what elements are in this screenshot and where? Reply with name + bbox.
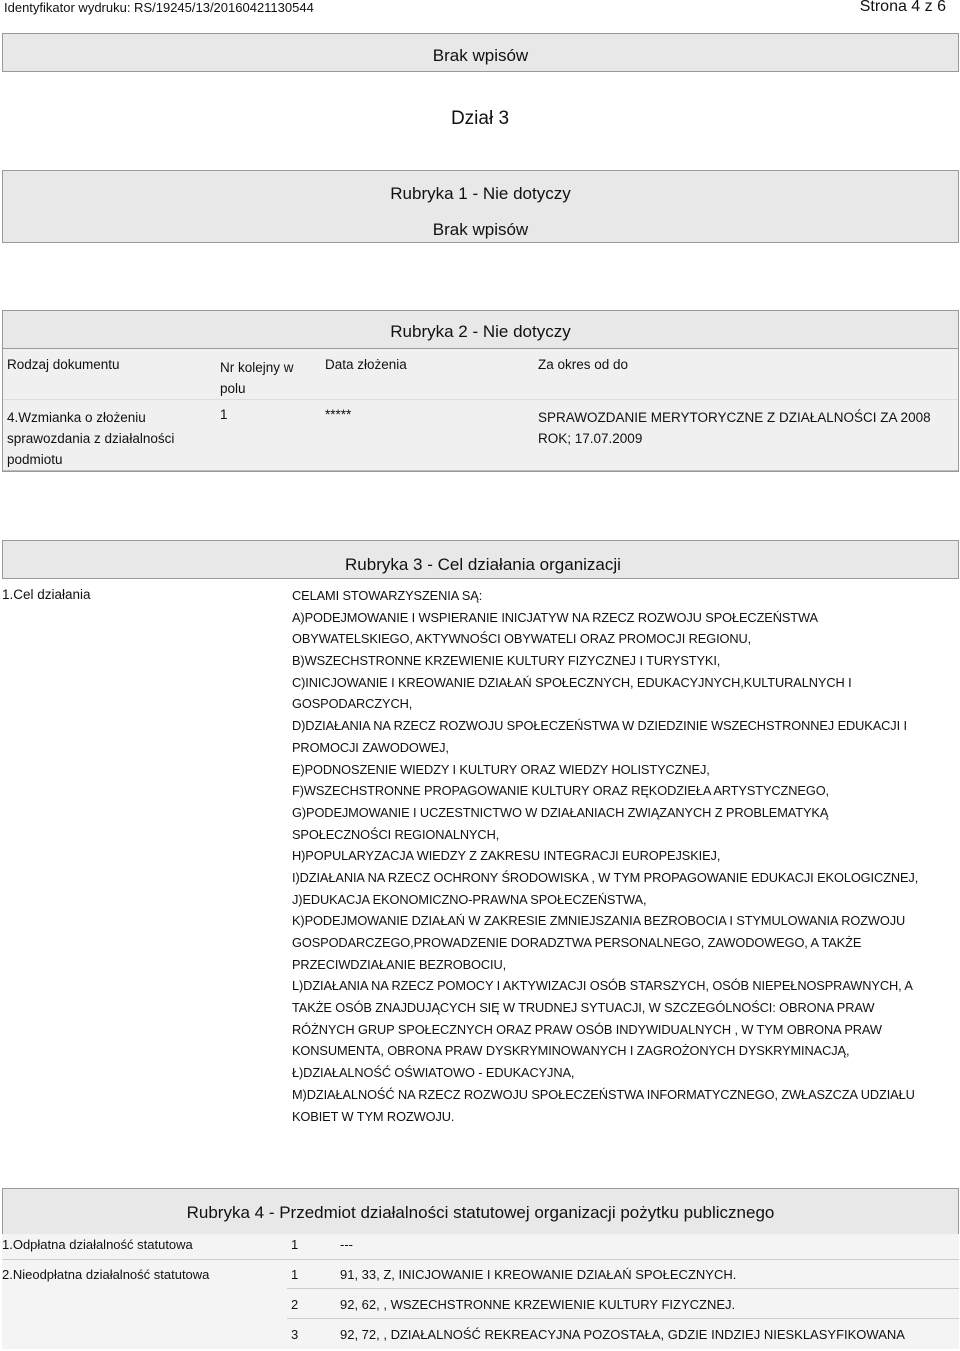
rubryka-2-title: Rubryka 2 - Nie dotyczy — [390, 322, 571, 341]
col-document-type: Rodzaj dokumentu — [7, 357, 120, 372]
purpose-text — [292, 585, 957, 1127]
purpose-line: CELAMI STOWARZYSZENIA SĄ: — [292, 588, 483, 603]
purpose-line: OBYWATELSKIEGO, AKTYWNOŚCI OBYWATELI ORAZ PROMOCJI REGIONU, — [292, 631, 752, 647]
rubryka-4-table — [2, 1234, 959, 1349]
purpose-line: L)DZIAŁANIA NA RZECZ POMOCY I AKTYWIZACJI OSÓB STARSZYCH, OSÓB NIEPEŁNOSPRAWNYCH, A — [292, 978, 913, 994]
purpose-line: H)POPULARYZACJA WIEDZY Z ZAKRESU INTEGRACJI EUROPEJSKIEJ, — [292, 848, 721, 864]
purpose-line: SPOŁECZNOŚCI REGIONALNYCH, — [292, 826, 500, 842]
purpose-line: C)INICJOWANIE I KREOWANIE DZIAŁAŃ SPOŁECZNYCH, EDUKACYJNYCH,KULTURALNYCH I — [292, 674, 852, 690]
section-title: Dział 3 — [450, 108, 510, 129]
row-divider — [3, 399, 958, 400]
row-divider — [3, 470, 958, 471]
rubryka-1-title: Rubryka 1 - Nie dotyczy — [390, 184, 571, 203]
activity-text: 91, 33, Z, INICJOWANIE I KREOWANIE DZIAŁAŃ SPOŁECZNYCH. — [340, 1267, 737, 1282]
row-period: SPRAWOZDANIE MERYTORYCZNE Z DZIAŁALNOŚCI ZA 2008 ROK; 17.07.2009 — [538, 410, 931, 446]
print-identifier: Identyfikator wydruku: RS/19245/13/20160421130544 — [4, 0, 314, 15]
purpose-line: GOSPODARCZYCH, — [292, 696, 413, 712]
purpose-line: TAKŻE OSÓB ZNAJDUJĄCYCH SIĘ W TRUDNEJ SYTUACJI, W SZCZEGÓLNOŚCI: OBRONA PRAW — [292, 1000, 875, 1016]
purpose-line: B)WSZECHSTRONNE KRZEWIENIE KULTURY FIZYCZNEJ I TURYSTYKI, — [292, 653, 721, 669]
col-sequence-number: Nr kolejny w polu — [220, 360, 294, 396]
col-period: Za okres od do — [538, 357, 629, 372]
rubryka-3-header — [2, 540, 959, 579]
activity-number: 1 — [291, 1267, 299, 1282]
activity-number: 1 — [291, 1237, 299, 1252]
activity-number: 2 — [291, 1297, 299, 1312]
purpose-line: KOBIET W TYM ROZWOJU. — [292, 1108, 455, 1124]
purpose-line: PRZECIWDZIAŁANIE BEZROBOCIU, — [292, 956, 507, 972]
print-header — [0, 0, 960, 22]
purpose-line: A)PODEJMOWANIE I WSPIERANIE INICJATYW NA RZECZ ROZWOJU SPOŁECZEŃSTWA — [292, 609, 818, 625]
row-sequence-number: 1 — [220, 407, 228, 422]
activity-number: 3 — [291, 1327, 299, 1342]
purpose-line: RÓŻNYCH GRUP SPOŁECZNYCH ORAZ PRAW OSÓB INDYWIDUALNYCH , W TYM OBRONA PRAW — [292, 1021, 882, 1037]
page-number: Strona 4 z 6 — [859, 0, 946, 15]
row-divider — [2, 1259, 959, 1260]
activity-text: 92, 72, , DZIAŁALNOŚĆ REKREACYJNA POZOSTAŁA, GDZIE INDZIEJ NIESKLASYFIKOWANA — [340, 1327, 905, 1342]
purpose-label: 1.Cel działania — [2, 587, 91, 602]
purpose-line: J)EDUKACJA EKONOMICZNO-PRAWNA SPOŁECZEŃSTWA, — [292, 891, 647, 907]
rubryka-4-header — [2, 1188, 959, 1235]
col-filing-date: Data złożenia — [325, 357, 407, 372]
rubryka-4-title: Rubryka 4 - Przedmiot działalności statutowej organizacji pożytku publicznego — [186, 1203, 775, 1222]
purpose-line: E)PODNOSZENIE WIEDZY I KULTURY ORAZ WIEDZY HOLISTYCZNEJ, — [292, 761, 710, 777]
activity-text: 92, 62, , WSZECHSTRONNE KRZEWIENIE KULTURY FIZYCZNEJ. — [340, 1297, 736, 1312]
purpose-line: Ł)DZIAŁALNOŚĆ OŚWIATOWO - EDUKACYJNA, — [292, 1065, 575, 1081]
rubryka-2-header — [2, 310, 959, 349]
purpose-line: K)PODEJMOWANIE DZIAŁAŃ W ZAKRESIE ZMNIEJSZANIA BEZROBOCIA I STYMULOWANIA ROZWOJU — [292, 913, 906, 929]
purpose-line: M)DZIAŁALNOŚĆ NA RZECZ ROZWOJU SPOŁECZEŃSTWA INFORMATYCZNEGO, ZWŁASZCZA UDZIAŁU — [292, 1086, 915, 1102]
row-divider — [287, 1318, 959, 1319]
purpose-line: GOSPODARCZEGO,PROWADZENIE DORADZTWA PERSONALNEGO, ZAWODOWEGO, A TAKŻE — [292, 935, 862, 950]
purpose-line: G)PODEJMOWANIE I UCZESTNICTWO W DZIAŁANIACH ZWIĄZANYCH Z PROBLEMATYKĄ — [292, 804, 829, 820]
rubryka-1-text: Brak wpisów — [432, 220, 529, 239]
activity-text: --- — [340, 1237, 353, 1252]
row-divider — [287, 1288, 959, 1289]
rubryka-3-title: Rubryka 3 - Cel działania organizacji — [345, 555, 621, 574]
rubryka-1-box — [2, 170, 959, 243]
activity-label: 2.Nieodpłatna działalność statutowa — [2, 1267, 210, 1282]
activity-label: 1.Odpłatna działalność statutowa — [2, 1237, 193, 1252]
purpose-line: D)DZIAŁANIA NA RZECZ ROZWOJU SPOŁECZEŃSTWA W DZIEDZINIE WSZECHSTRONNEJ EDUKACJI I — [292, 718, 907, 734]
row-document-type: 4.Wzmianka o złożeniu sprawozdania z działalności podmiotu — [7, 410, 175, 467]
purpose-line: F)WSZECHSTRONNE PROPAGOWANIE KULTURY ORAZ RĘKODZIEŁA ARTYSTYCZNEGO, — [292, 783, 830, 799]
row-filing-date: ***** — [325, 407, 352, 422]
no-entries-box — [2, 33, 959, 72]
purpose-line: I)DZIAŁANIA NA RZECZ OCHRONY ŚRODOWISKA , W TYM PROPAGOWANIE EDUKACJI EKOLOGICZNEJ, — [292, 869, 919, 885]
purpose-line: KONSUMENTA, OBRONA PRAW DYSKRYMINOWANYCH I ZAGROŻONYCH DYSKRYMINACJĄ, — [292, 1043, 850, 1059]
rubryka-2-table — [2, 348, 959, 472]
no-entries-text: Brak wpisów — [432, 46, 529, 65]
purpose-line: PROMOCJI ZAWODOWEJ, — [292, 739, 449, 755]
